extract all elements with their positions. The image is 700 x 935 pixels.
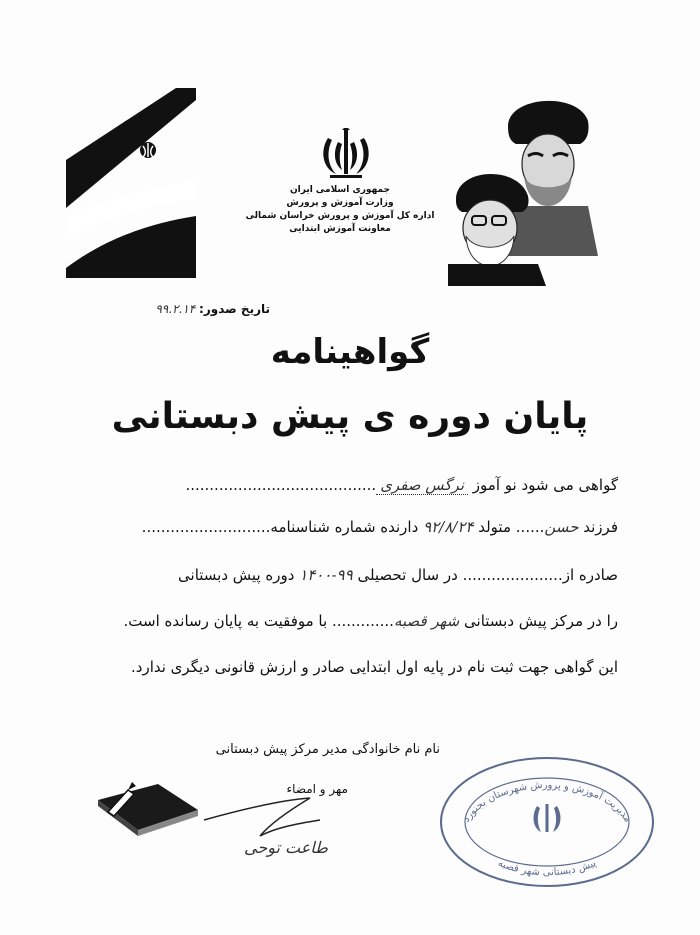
body-line-4: را در مرکز پیش دبستانی شهر قصبه............. با موفقیت به پایان رسانده است. [123,612,618,630]
header-line-4: معاونت آموزش ابتدایی [289,224,391,234]
body-line-1: گواهی می شود نو آموز نرگس صفری........................................ [185,476,618,494]
stamp-top-text: مدیریت آموزش و پرورش شهرستان بجنورد [460,779,634,825]
ministry-header [240,184,440,236]
body-line-3: صادره از..................... در سال تحصیلی ۹۹-۱۴۰۰ دوره پیش دبستانی [178,566,618,584]
iran-emblem-icon [318,128,374,180]
line3-course: دوره پیش دبستانی [178,566,295,584]
book-pen-icon [88,770,208,840]
line2-id-label: دارنده شماره شناسنامه [270,518,419,536]
body-line-2: فرزند حسن...... متولد ۹۲/۸/۲۴ دارنده شماره شناسنامه........................... [141,518,618,536]
issue-date [155,302,270,316]
issue-date-label: تاریخ صدور: [199,302,270,316]
official-stamp [436,754,658,890]
school-year: ۹۹-۱۴۰۰ [299,566,353,584]
header-line-2: وزارت آموزش و پرورش [286,198,394,208]
certificate-title: گواهینامه [270,332,430,372]
line3-year-label: در سال تحصیلی [357,566,458,584]
header-line-3: اداره کل آموزش و پرورش خراسان شمالی [245,211,435,221]
line2-born: متولد [478,518,511,536]
father-name: حسن [544,518,579,536]
certificate-subtitle: پایان دوره ی پیش دبستانی [111,396,589,437]
body-line-5: این گواهی جهت ثبت نام در پایه اول ابتدایی صادر و ارزش قانونی دیگری ندارد. [131,658,618,676]
line3-issued-from: صادره از [562,566,618,584]
manager-label: نام نام خانوادگی مدیر مرکز پیش دبستانی [215,742,440,757]
line2-child-of: فرزند [583,518,618,536]
flag-swoosh-graphic [66,88,196,278]
center-name: شهر قصبه [393,612,460,630]
signed-name: طاعت توحی [244,838,328,857]
student-name: نرگس صفری [376,476,468,495]
birth-date: ۹۲/۸/۲۴ [423,518,474,536]
seal-label: مهر و امضاء [286,782,348,796]
line1-prefix: گواهی می شود نو آموز [472,476,618,494]
leaders-portrait-image [448,86,608,286]
stamp-bottom-text: پیش دبستانی شهر قصبه [496,857,598,879]
issue-date-value: ۹۹.۲.۱۴ [155,302,196,316]
header-line-1: جمهوری اسلامی ایران [289,185,391,195]
line4-end: با موفقیت به پایان رسانده است. [123,612,328,630]
line4-center-label: را در مرکز پیش دبستانی [464,612,618,630]
